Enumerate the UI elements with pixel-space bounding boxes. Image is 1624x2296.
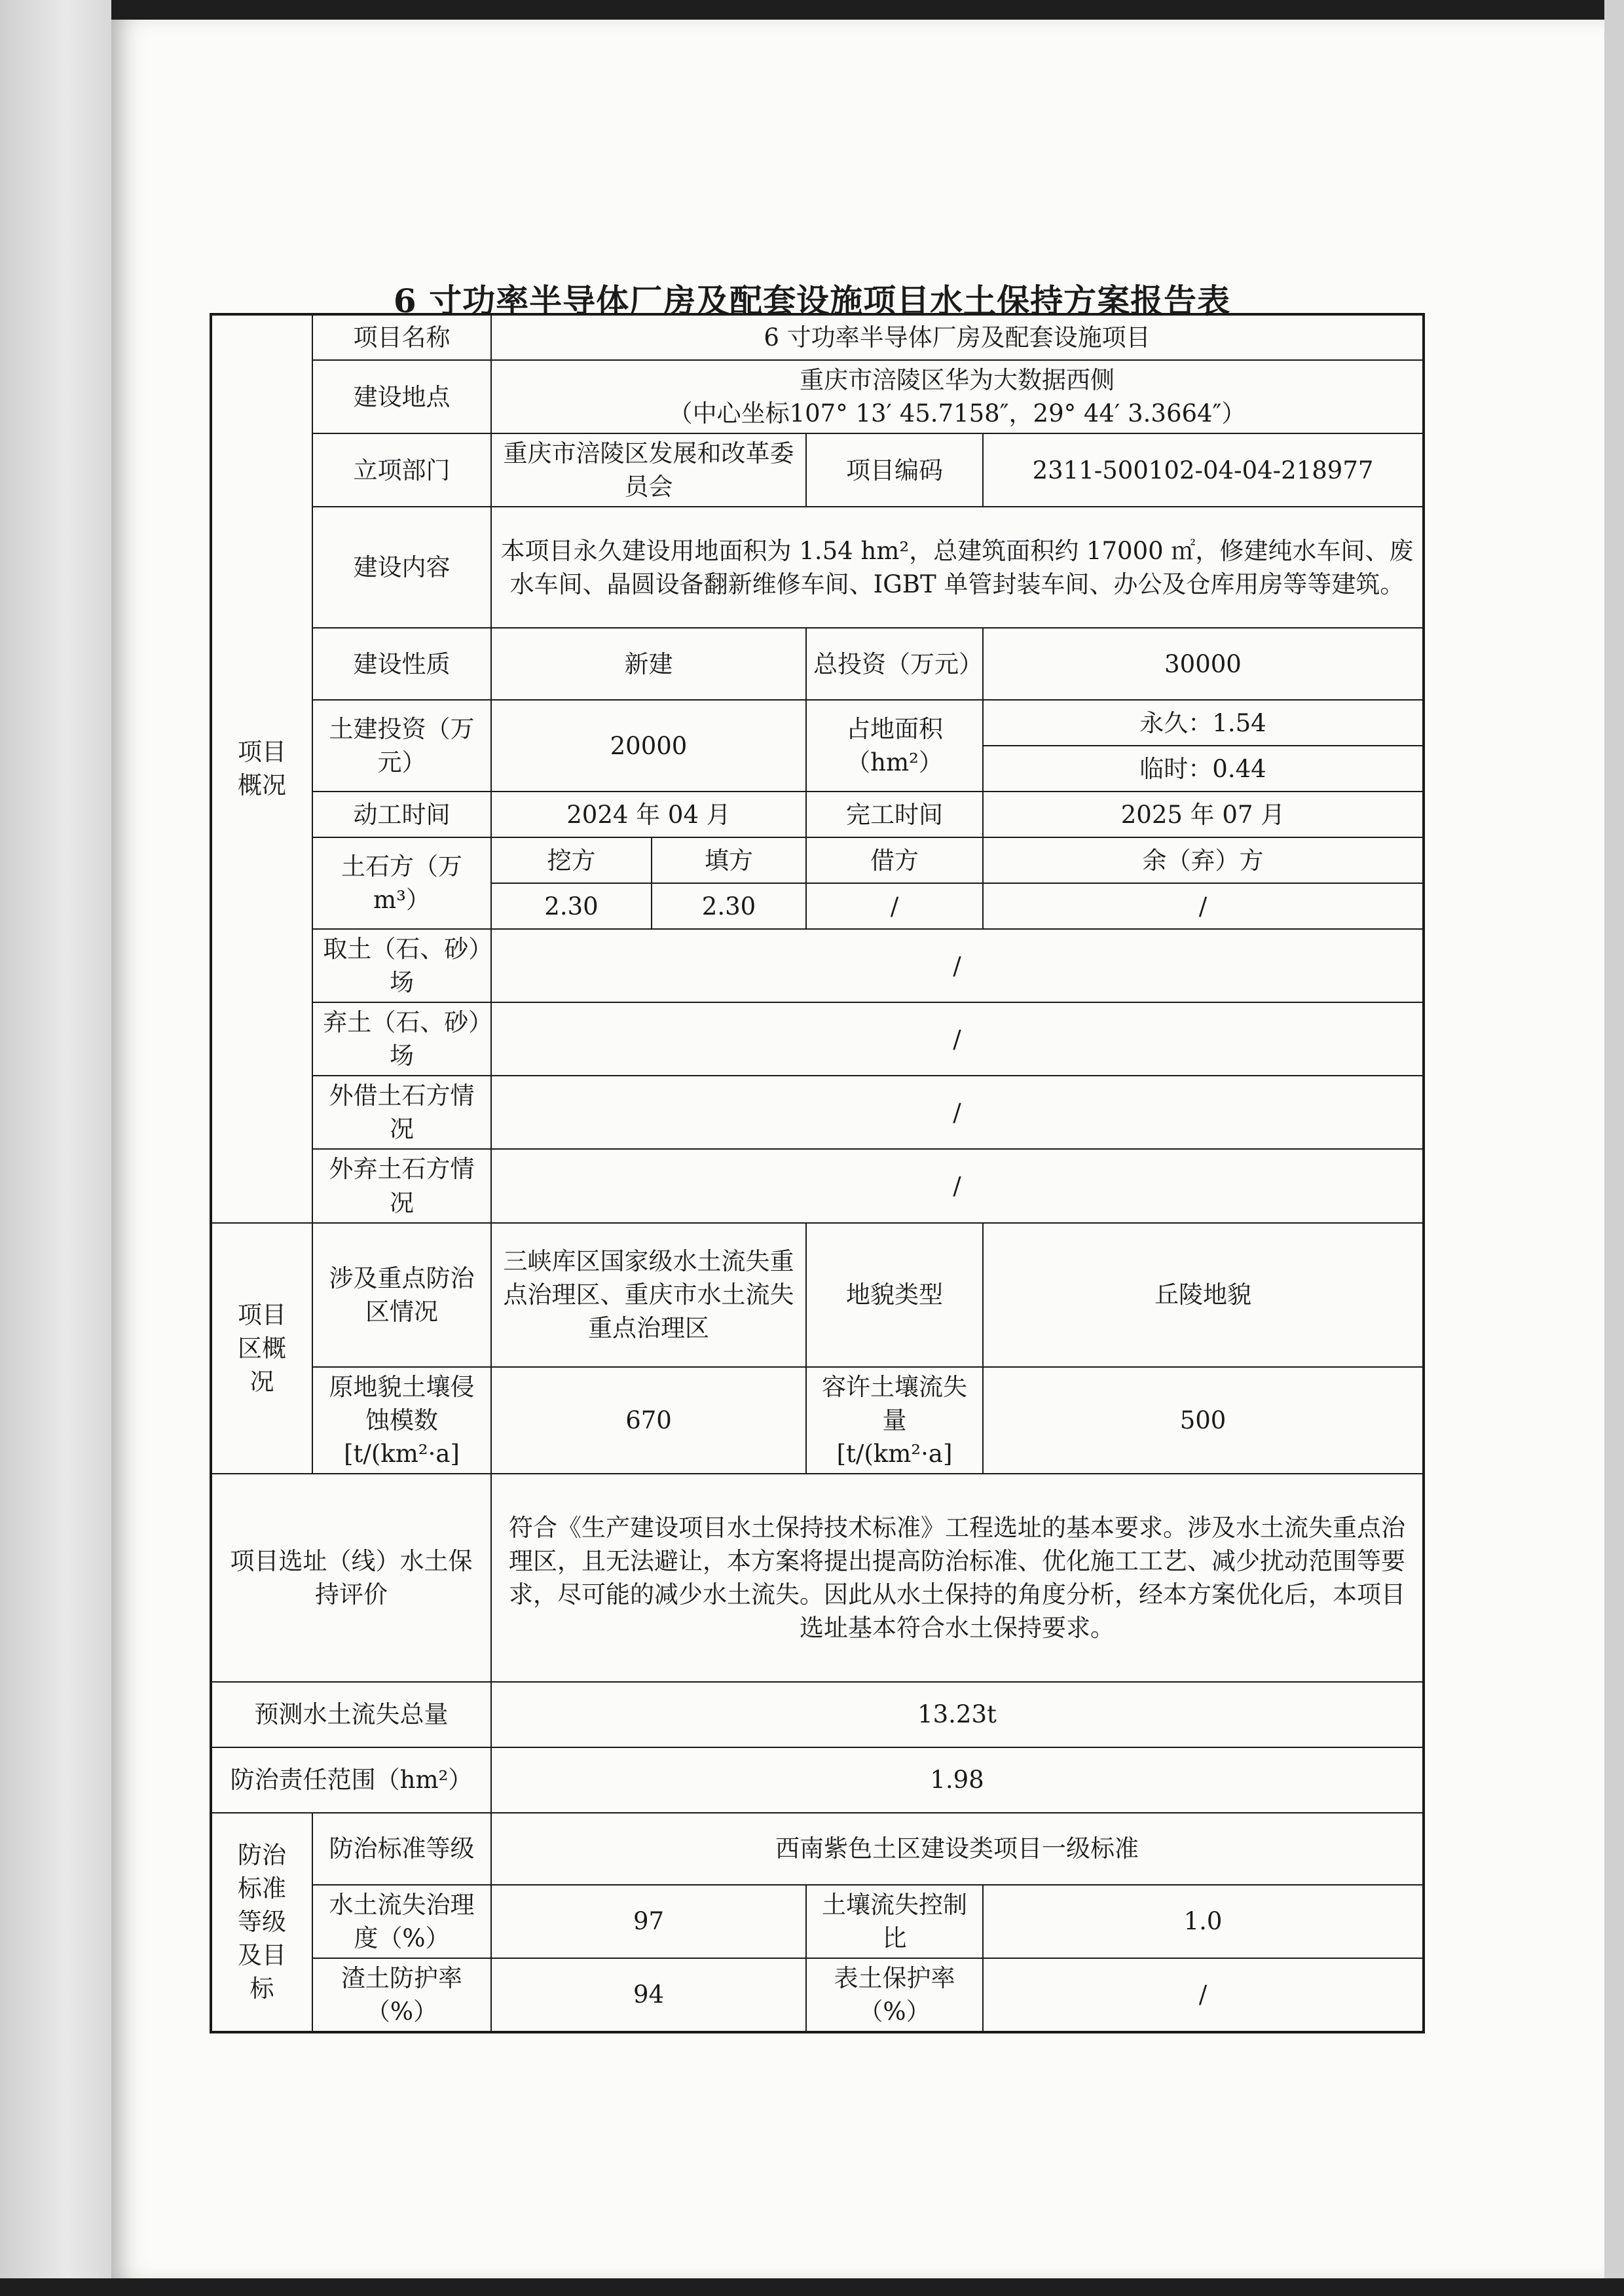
- location-value: [491, 360, 1424, 433]
- topsoil-protection-label: 表土保护率（%）: [806, 1958, 983, 2032]
- document-title: 6 寸功率半导体厂房及配套设施项目水土保持方案报告表: [393, 282, 1231, 320]
- borrow-value: /: [806, 883, 983, 929]
- project-code-value: 2311-500102-04-04-218977: [983, 433, 1424, 507]
- scan-border-top: [111, 0, 1624, 20]
- department-label: 立项部门: [312, 433, 491, 507]
- scope-label: 防治责任范围（hm²）: [211, 1747, 491, 1813]
- allowable-loss-title: 容许土壤流失量: [822, 1372, 967, 1434]
- waste-label: 余（弃）方: [983, 837, 1424, 883]
- row-ext-waste: [211, 1149, 1424, 1222]
- borrow-site-label: 取土（石、砂）场: [312, 929, 491, 1002]
- land-area-unit: （hm²）: [846, 748, 943, 777]
- allowable-loss-unit: [t/(km²·a]: [836, 1439, 953, 1468]
- end-time-label: 完工时间: [806, 792, 983, 837]
- row-content: [211, 507, 1424, 628]
- landform-label: 地貌类型: [806, 1223, 983, 1367]
- dig-value: 2.30: [491, 883, 652, 929]
- row-control: [211, 1885, 1424, 1958]
- row-loss-total: [211, 1682, 1424, 1747]
- nature-value: 新建: [491, 628, 806, 700]
- row-nature: [211, 628, 1424, 700]
- standard-grade-value: 西南紫色土区建设类项目一级标准: [491, 1813, 1424, 1885]
- land-area-title: 占地面积: [846, 715, 943, 744]
- allowable-loss-label: [806, 1367, 983, 1474]
- location-label: 建设地点: [312, 360, 491, 433]
- erosion-label-unit: [t/(km²·a]: [344, 1439, 460, 1468]
- borrow-site-value: /: [491, 929, 1424, 1002]
- erosion-label: [312, 1367, 491, 1474]
- topsoil-protection-value: /: [983, 1958, 1424, 2032]
- row-scope: [211, 1747, 1424, 1813]
- project-name-label: 项目名称: [312, 314, 491, 360]
- loss-ratio-label: 土壤流失控制比: [806, 1885, 983, 1958]
- content-value: 本项目永久建设用地面积为 1.54 hm²，总建筑面积约 17000 ㎡，修建纯水车间、废水车间、晶圆设备翻新维修车间、IGBT 单管封装车间、办公及仓库用房等等建筑。: [491, 507, 1424, 628]
- earthwork-label-title: 土石方（万: [341, 852, 462, 881]
- loss-total-value: 13.23t: [491, 1682, 1424, 1747]
- nature-label: 建设性质: [312, 628, 491, 700]
- location-coordinates: （中心坐标107° 13′ 45.7158″，29° 44′ 3.3664″）: [668, 399, 1246, 428]
- row-ext-borrow: [211, 1076, 1424, 1149]
- landform-value: 丘陵地貌: [983, 1223, 1424, 1367]
- waste-site-label: 弃土（石、砂）场: [312, 1002, 491, 1076]
- site-evaluation-label: 项目选址（线）水土保持评价: [211, 1474, 491, 1682]
- waste-value: /: [983, 883, 1424, 929]
- ext-borrow-value: /: [491, 1076, 1424, 1149]
- temporary-area-value: 临时：0.44: [983, 746, 1424, 792]
- borrow-label: 借方: [806, 837, 983, 883]
- row-location: [211, 360, 1424, 433]
- row-earthwork-header: [211, 837, 1424, 883]
- key-zone-label: 涉及重点防治区情况: [312, 1223, 491, 1367]
- site-evaluation-value: 符合《生产建设项目水土保持技术标准》工程选址的基本要求。涉及水土流失重点治理区，且无法避让，本方案将提出提高防治标准、优化施工工艺、减少扰动范围等要求，尽可能的减少水土流失。因此从水土保持的角度分析，经本方案优化后，本项目选址基本符合水土保持要求。: [491, 1474, 1424, 1682]
- total-investment-value: 30000: [983, 628, 1424, 700]
- ext-waste-label: 外弃土石方情况: [312, 1149, 491, 1222]
- fill-value: 2.30: [652, 883, 806, 929]
- project-code-label: 项目编码: [806, 433, 983, 507]
- total-investment-label: 总投资（万元）: [806, 628, 983, 700]
- earthwork-label: [312, 837, 491, 929]
- civil-investment-value: 20000: [491, 700, 806, 792]
- control-rate-label: 水土流失治理度（%）: [312, 1885, 491, 1958]
- row-waste-site: [211, 1002, 1424, 1076]
- slag-protection-label: 渣土防护率（%）: [312, 1958, 491, 2032]
- section-overview-label: 项目概况: [211, 314, 312, 1223]
- row-standard-grade: [211, 1813, 1424, 1885]
- start-time-value: 2024 年 04 月: [491, 792, 806, 837]
- erosion-value: 670: [491, 1367, 806, 1474]
- section-area-label: 项目区概况: [211, 1223, 312, 1474]
- land-area-label: [806, 700, 983, 792]
- scanner-shadow-left: [0, 0, 111, 2296]
- row-erosion: [211, 1367, 1424, 1474]
- project-name-value: 6 寸功率半导体厂房及配套设施项目: [491, 314, 1424, 360]
- section-standards-label: 防治标准等级及目标: [211, 1813, 312, 2032]
- allowable-loss-value: 500: [983, 1367, 1424, 1474]
- row-department: [211, 433, 1424, 507]
- start-time-label: 动工时间: [312, 792, 491, 837]
- standard-grade-label: 防治标准等级: [312, 1813, 491, 1885]
- row-key-zone: [211, 1223, 1424, 1367]
- row-slag: [211, 1958, 1424, 2032]
- earthwork-label-unit: m³）: [373, 886, 430, 915]
- department-value: 重庆市涪陵区发展和改革委员会: [491, 433, 806, 507]
- civil-investment-label: 土建投资（万元）: [312, 700, 491, 792]
- row-schedule: [211, 792, 1424, 837]
- dig-label: 挖方: [491, 837, 652, 883]
- loss-total-label: 预测水土流失总量: [211, 1682, 491, 1747]
- row-borrow-site: [211, 929, 1424, 1002]
- control-rate-value: 97: [491, 1885, 806, 1958]
- ext-waste-value: /: [491, 1149, 1424, 1222]
- scope-value: 1.98: [491, 1747, 1424, 1813]
- slag-protection-value: 94: [491, 1958, 806, 2032]
- permanent-area-value: 永久：1.54: [983, 700, 1424, 746]
- end-time-value: 2025 年 07 月: [983, 792, 1424, 837]
- location-line1: 重庆市涪陵区华为大数据西侧: [800, 366, 1115, 394]
- report-table: [210, 313, 1425, 2033]
- content-label: 建设内容: [312, 507, 491, 628]
- row-civil-investment: [211, 700, 1424, 746]
- scan-border-right: [1604, 0, 1624, 2296]
- row-site-evaluation: [211, 1474, 1424, 1682]
- fill-label: 填方: [652, 837, 806, 883]
- scan-border-bottom: [0, 2278, 1624, 2296]
- row-project-name: [211, 314, 1424, 360]
- waste-site-value: /: [491, 1002, 1424, 1076]
- loss-ratio-value: 1.0: [983, 1885, 1424, 1958]
- key-zone-value: 三峡库区国家级水土流失重点治理区、重庆市水土流失重点治理区: [491, 1223, 806, 1367]
- erosion-label-title: 原地貌土壤侵蚀模数: [329, 1372, 475, 1434]
- ext-borrow-label: 外借土石方情况: [312, 1076, 491, 1149]
